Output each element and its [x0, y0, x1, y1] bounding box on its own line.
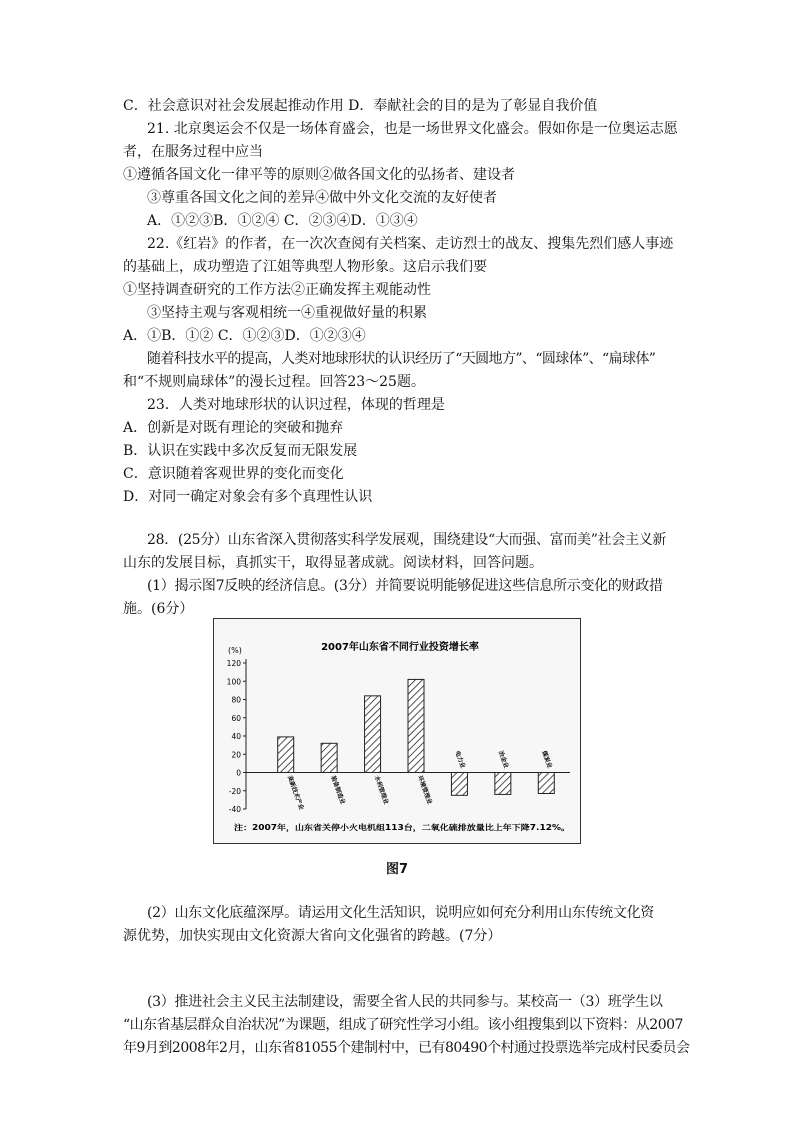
text-line: 28．(25分）山东省深入贯彻落实科学发展观，围绕建设“大而强、富而美”社会主义新: [147, 532, 667, 548]
bar: [408, 679, 424, 772]
y-axis-unit: (%): [228, 646, 242, 655]
text-line: 和“不规则扁球体”的漫长过程。回答23～25题。: [123, 374, 425, 390]
text-line: 23．人类对地球形状的认识过程，体现的哲理是: [147, 397, 445, 413]
text-line: ①坚持调查研究的工作方法②正确发挥主观能动性: [123, 282, 431, 298]
text-line: ③尊重各国文化之间的差异④做中外文化交流的友好使者: [147, 190, 497, 206]
text-line: C．社会意识对社会发展起推动作用 D．奉献社会的目的是为了彰显自我价值: [123, 98, 598, 114]
text-line: 22.《红岩》的作者，在一次次查阅有关档案、走访烈士的战友、搜集先烈们感人事迹: [147, 236, 674, 252]
y-tick-label: 80: [231, 695, 241, 705]
text-line: “山东省基层群众自治状况”为课题，组成了研究性学习小组。该小组搜集到以下资料：从2007: [123, 1017, 683, 1033]
bar: [495, 773, 511, 795]
category-label: 电力业: [453, 749, 467, 770]
category-label: 煤炭业: [540, 749, 553, 770]
text-line: A．创新是对既有理论的突破和抛弃: [123, 420, 344, 436]
category-label: 装备制造业: [329, 774, 347, 806]
category-label: 环境管理业: [416, 774, 433, 806]
text-line: 21. 北京奥运会不仅是一场体育盛会，也是一场世界文化盛会。假如你是一位奥运志愿: [147, 121, 678, 137]
y-tick-label: 40: [231, 732, 241, 741]
y-tick-label: 60: [231, 713, 241, 723]
text-line: A．①②③B．①②④ C．②③④D．①③④: [147, 213, 418, 229]
text-line: B．认识在实践中多次反复而无限发展: [123, 443, 358, 459]
category-label: 高新技术产业: [285, 774, 305, 812]
chart-note: 注：2007年，山东省关停小火电机组113台，二氧化硫排放量比上年下降7.12%。: [234, 823, 518, 832]
bar-chart: [214, 619, 580, 843]
text-line: C．意识随着客观世界的变化而变化: [123, 466, 344, 482]
category-label: 水利管理业: [372, 774, 390, 806]
text-line: 的基础上，成功塑造了江姐等典型人物形象。这启示我们要: [123, 259, 487, 275]
y-tick-label: -40: [228, 805, 241, 814]
figure-7-chart: [213, 618, 581, 844]
text-line: ①遵循各国文化一律平等的原则②做各国文化的弘扬者、建设者: [123, 167, 515, 183]
text-line: 源优势，加快实现由文化资源大省向文化强省的跨越。(7分）: [123, 928, 502, 944]
y-tick-label: 100: [226, 677, 241, 687]
text-line: 施。(6分）: [123, 601, 194, 617]
bar: [451, 773, 467, 796]
text-line: A．①B．①② C．①②③D．①②③④: [123, 328, 366, 344]
y-tick-label: 20: [231, 750, 241, 760]
text-line: (2）山东文化底蕴深厚。请运用文化生活知识，说明应如何充分利用山东传统文化资: [147, 905, 654, 921]
text-line: 山东的发展目标，真抓实干，取得显著成就。阅读材料，回答问题。: [123, 555, 543, 571]
y-tick-label: -20: [228, 786, 241, 796]
bar: [278, 737, 294, 773]
bar: [321, 743, 337, 772]
text-line: 者，在服务过程中应当: [123, 144, 263, 160]
text-line: ③坚持主观与客观相统一④重视做好量的积累: [147, 305, 427, 321]
text-line: D．对同一确定对象会有多个真理性认识: [123, 489, 373, 505]
text-line: (3）推进社会主义民主法制建设，需要全省人民的共同参与。某校高一（3）班学生以: [147, 994, 663, 1010]
bar: [538, 773, 554, 794]
category-label: 冶金业: [496, 749, 510, 770]
figure-caption: 图7: [386, 862, 409, 877]
y-tick-label: 120: [226, 659, 241, 668]
text-line: (1）揭示图7反映的经济信息。(3分）并简要说明能够促进这些信息所示变化的财政措: [147, 578, 663, 594]
chart-title: 2007年山东省不同行业投资增长率: [321, 642, 479, 653]
text-line: 年9月到2008年2月，山东省81055个建制村中，已有80490个村通过投票选举完成村民委员会: [123, 1040, 690, 1056]
bar: [365, 696, 381, 773]
text-line: 随着科技水平的提高，人类对地球形状的认识经历了“天圆地方”、“圆球体”、“扁球体”: [147, 351, 656, 367]
y-tick-label: 0: [236, 768, 241, 778]
